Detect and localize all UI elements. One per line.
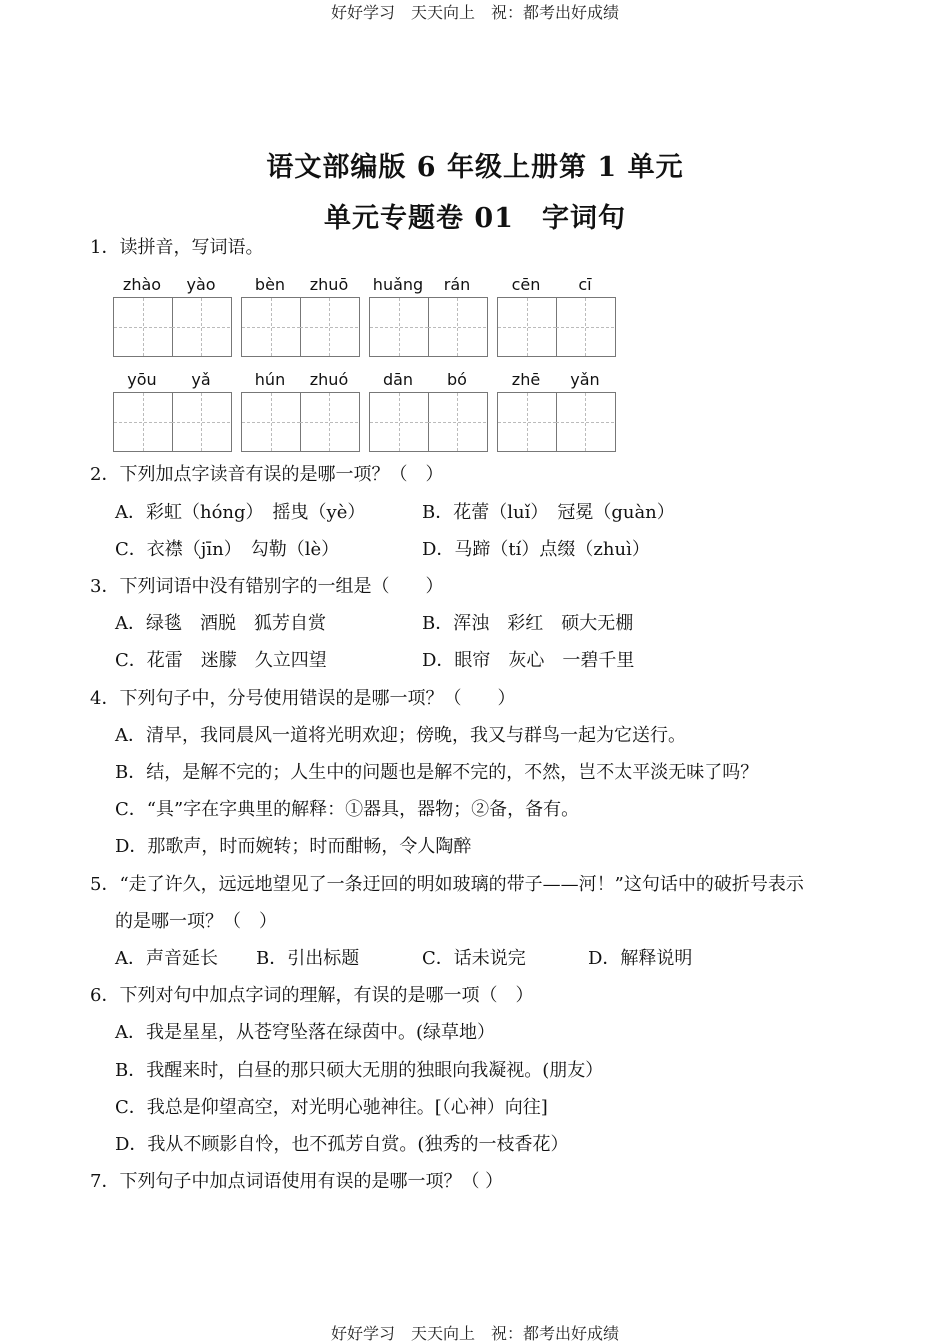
q5-option-a: A．声音延长 xyxy=(115,948,218,969)
q2-option-c: C．衣襟（jīn） 勾勒（lè） xyxy=(115,539,340,560)
writing-grid[interactable] xyxy=(241,297,360,357)
pinyin-label: yào xyxy=(186,275,216,294)
pinyin-label: yǎ xyxy=(191,370,211,389)
pinyin-label: dān xyxy=(382,370,414,389)
q4-stem: 4．下列句子中，分号使用错误的是哪一项？（ ） xyxy=(90,688,516,709)
pinyin-label: zhào xyxy=(122,275,162,294)
q4-option-b: B．结，是解不完的；人生中的问题也是解不完的，不然，岂不太平淡无味了吗？ xyxy=(115,762,759,783)
q2-option-d: D．马蹄（tí）点缀（zhuì） xyxy=(422,539,650,560)
q2-stem: 2．下列加点字读音有误的是哪一项？（ ） xyxy=(90,464,444,485)
page-header: 好好学习 天天向上 祝：都考出好成绩 xyxy=(330,3,619,22)
writing-grid[interactable] xyxy=(497,392,616,452)
q3-option-c: C．花雷 迷朦 久立四望 xyxy=(115,650,327,671)
q3-option-b: B．浑浊 彩红 硕大无棚 xyxy=(422,613,634,634)
pinyin-label: huǎng xyxy=(372,275,424,294)
q6-option-a: A．我是星星，从苍穹坠落在绿茵中。(绿草地） xyxy=(115,1022,496,1043)
writing-grid[interactable] xyxy=(369,297,488,357)
q5-stem-line1: 5．“走了许久，远远地望见了一条迂回的明如玻璃的带子——河！”这句话中的破折号表示 xyxy=(90,874,804,895)
q5-option-b: B．引出标题 xyxy=(256,948,360,969)
doc-subtitle: 单元专题卷 01 字词句 xyxy=(324,203,626,234)
pinyin-label: bó xyxy=(447,370,467,389)
writing-grid[interactable] xyxy=(113,392,232,452)
q1-stem: 1．读拼音，写词语。 xyxy=(90,237,264,258)
q6-option-d: D．我从不顾影自怜，也不孤芳自赏。(独秀的一枝香花） xyxy=(115,1134,569,1155)
writing-grid[interactable] xyxy=(241,392,360,452)
pinyin-label: yǎn xyxy=(570,370,600,389)
q3-option-d: D．眼帘 灰心 一碧千里 xyxy=(422,650,635,671)
q6-option-b: B．我醒来时，白昼的那只硕大无朋的独眼向我凝视。(朋友） xyxy=(115,1060,604,1081)
q5-option-c: C．话未说完 xyxy=(422,948,526,969)
pinyin-label: cī xyxy=(578,275,592,294)
q4-option-a: A．清早，我同晨风一道将光明欢迎；傍晚，我又与群鸟一起为它送行。 xyxy=(115,725,686,746)
q2-option-a: A．彩虹（hóng） 摇曳（yè） xyxy=(115,502,366,523)
q6-stem: 6．下列对句中加点字词的理解，有误的是哪一项（ ） xyxy=(90,985,534,1006)
q3-stem: 3．下列词语中没有错别字的一组是（ ） xyxy=(90,576,444,597)
pinyin-label: zhē xyxy=(511,370,541,389)
pinyin-label: zhuó xyxy=(309,370,349,389)
q4-option-d: D．那歌声，时而婉转；时而酣畅，令人陶醉 xyxy=(115,836,472,857)
doc-title: 语文部编版 6 年级上册第 1 单元 xyxy=(266,152,684,183)
pinyin-label: hún xyxy=(254,370,286,389)
pinyin-label: bèn xyxy=(254,275,286,294)
pinyin-label: yōu xyxy=(127,370,157,389)
q5-stem-line2: 的是哪一项？（ ） xyxy=(115,911,277,932)
q4-option-c: C．“具”字在字典里的解释：①器具，器物；②备，备有。 xyxy=(115,799,580,820)
pinyin-label: rán xyxy=(443,275,471,294)
writing-grid[interactable] xyxy=(497,297,616,357)
pinyin-label: cēn xyxy=(511,275,541,294)
writing-grid[interactable] xyxy=(113,297,232,357)
q7-stem: 7．下列句子中加点词语使用有误的是哪一项？（ ） xyxy=(90,1171,504,1192)
q6-option-c: C．我总是仰望高空，对光明心驰神往。[（心神）向往] xyxy=(115,1097,548,1118)
q3-option-a: A．绿毯 酒脱 狐芳自赏 xyxy=(115,613,326,634)
q5-option-d: D．解释说明 xyxy=(588,948,693,969)
q2-option-b: B．花蕾（luǐ） 冠冕（guàn） xyxy=(422,502,675,523)
writing-grid[interactable] xyxy=(369,392,488,452)
page-footer: 好好学习 天天向上 祝：都考出好成绩 xyxy=(330,1324,619,1343)
pinyin-label: zhuō xyxy=(309,275,349,294)
